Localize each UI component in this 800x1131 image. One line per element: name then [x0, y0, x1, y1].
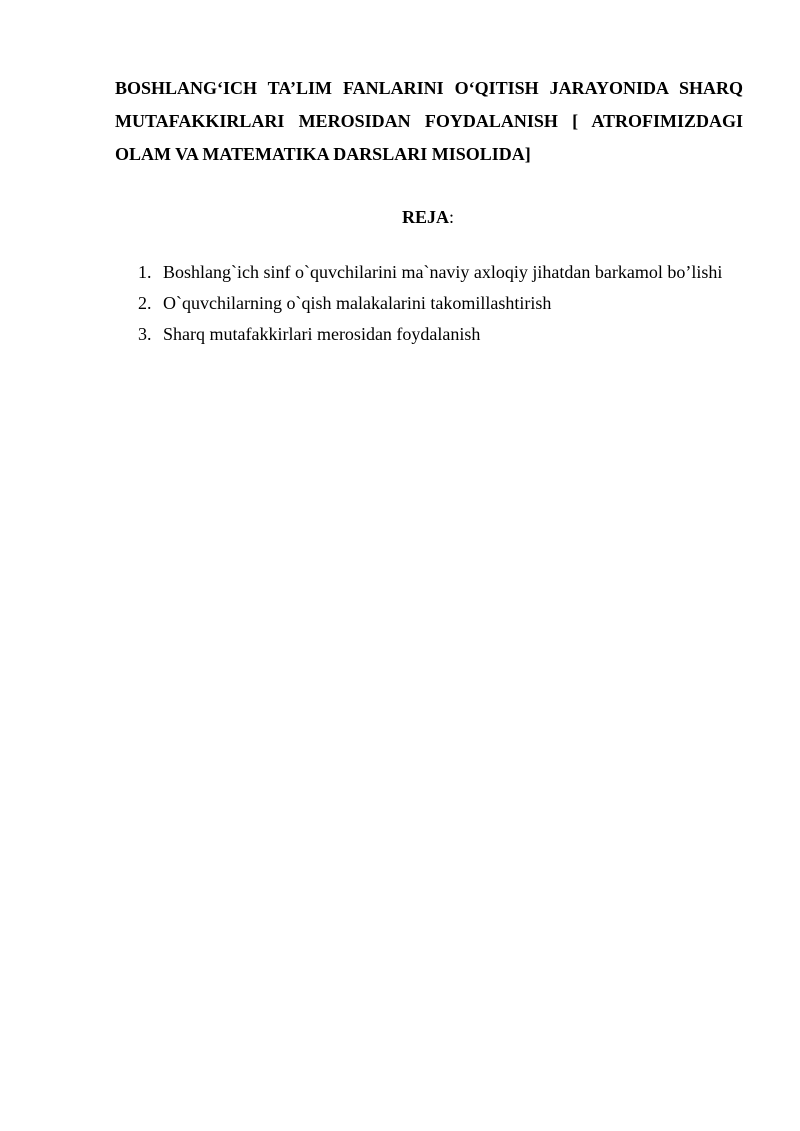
list-item-text: Boshlang`ich sinf o`quvchilarini ma`naviy axloqiy jihatdan barkamol bo’lishi [163, 262, 723, 282]
document-title [115, 72, 743, 171]
list-item [138, 257, 722, 288]
plan-heading-colon: : [449, 207, 455, 227]
list-item-text: Sharq mutafakkirlari merosidan foydalanish [163, 324, 481, 344]
list-item [138, 288, 722, 319]
plan-heading [0, 204, 800, 230]
title-line: BOSHLANG‘ICH TA’LIM FANLARINI O‘QITISH JARAYONIDA SHARQ [115, 78, 743, 98]
title-line: MUTAFAKKIRLARI MEROSIDAN FOYDALANISH [ ATROFIMIZDAGI [115, 111, 743, 131]
list-item-number: 1. [138, 262, 152, 282]
plan-heading-label: REJA [401, 207, 449, 227]
list-item-text: O`quvchilarning o`qish malakalarini takomillashtirish [163, 293, 552, 313]
title-line: OLAM VA MATEMATIKA DARSLARI MISOLIDA] [115, 144, 531, 164]
list-item [138, 319, 722, 350]
list-item-number: 3. [138, 324, 152, 344]
list-item-number: 2. [138, 293, 152, 313]
plan-list [138, 257, 722, 350]
